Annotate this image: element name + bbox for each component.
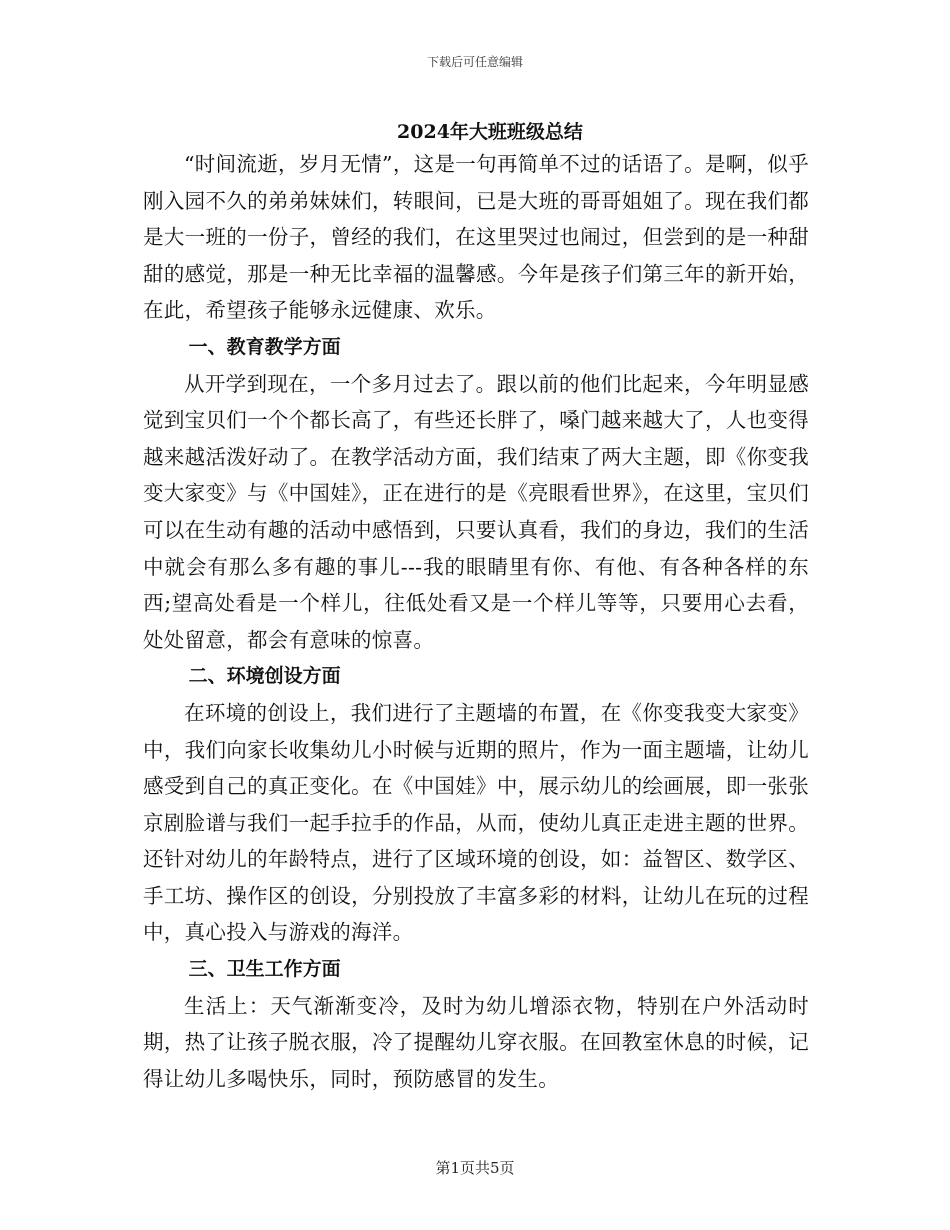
section-heading-hygiene: 三、卫生工作方面 [188, 958, 341, 981]
section-body-teaching: 从开学到现在，一个多月过去了。跟以前的他们比起来，今年明显感觉到宝贝们一个个都长高了，有些还长胖了，嗓门越来越大了，人也变得越来越活泼好动了。在教学活动方面，我们结束了两大主题，即《你变我变大家变》与《中国娃》，正在进行的是《亮眼看世界》，在这里，宝贝们可以在生动有趣的活动中感悟到，只要认真看，我们的身边，我们的生活中就会有那么多有趣的事儿---我的眼睛里有你、有他、有各种各样的东西;望高处看是一个样儿，往低处看又是一个样儿等等，只要用心去看，处处留意，都会有意味的惊喜。 [143, 371, 809, 652]
section-body-hygiene: 生活上：天气渐渐变冷，及时为幼儿增添衣物，特别在户外活动时期，热了让孩子脱衣服，冷了提醒幼儿穿衣服。在回教室休息的时候，记得让幼儿多喝快乐，同时，预防感冒的发生。 [143, 993, 809, 1091]
intro-paragraph: “时间流逝，岁月无情”，这是一句再简单不过的话语了。是啊，似乎刚入园不久的弟弟妹妹们，转眼间，已是大班的哥哥姐姐了。现在我们都是大一班的一份子，曾经的我们，在这里哭过也闹过，但尝到的是一种甜甜的感觉，那是一种无比幸福的温馨感。今年是孩子们第三年的新开始，在此，希望孩子能够永远健康、欢乐。 [143, 152, 809, 323]
page-indicator: 第1页共5页 [435, 1159, 515, 1177]
section-body-environment: 在环境的创设上，我们进行了主题墙的布置，在《你变我变大家变》中，我们向家长收集幼儿小时候与近期的照片，作为一面主题墙，让幼儿感受到自己的真正变化。在《中国娃》中，展示幼儿的绘画展，即一张张京剧脸谱与我们一起手拉手的作品，从而，使幼儿真正走进主题的世界。还针对幼儿的年龄特点，进行了区域环境的创设，如：益智区、数学区、手工坊、操作区的创设，分别投放了丰富多彩的材料，让幼儿在玩的过程中，真心投入与游戏的海洋。 [143, 700, 809, 945]
document-body [143, 146, 809, 1097]
header-note: 下载后可任意编辑 [426, 55, 523, 69]
section-heading-teaching: 一、教育教学方面 [188, 335, 341, 358]
document-title: 2024年大班班级总结 [397, 121, 583, 143]
section-heading-environment: 二、环境创设方面 [188, 665, 341, 688]
